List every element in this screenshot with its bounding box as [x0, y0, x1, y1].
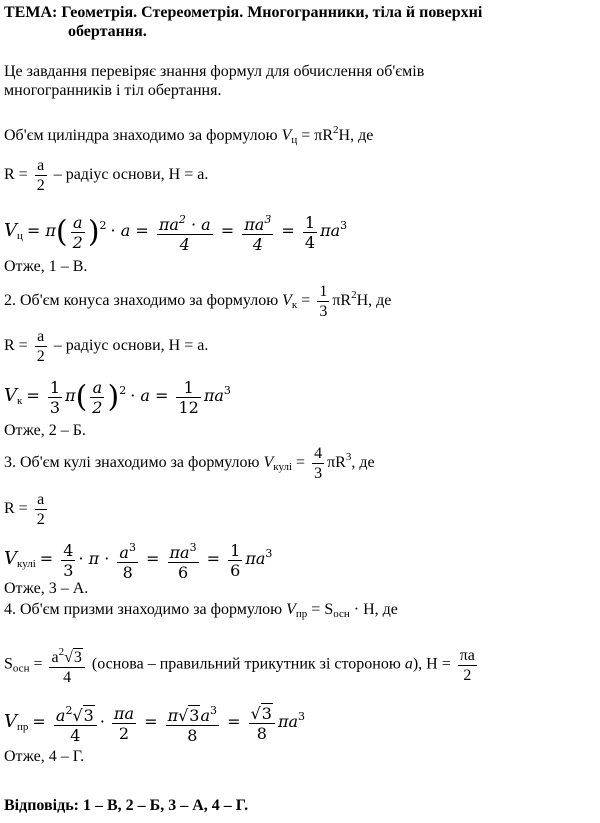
task3-answer: Отже, 3 – А. — [4, 580, 89, 597]
topic-text-line2: обертання. — [68, 23, 147, 40]
task3-radius-line: R = $\frac{a}{2}$ — [4, 491, 45, 528]
task1-answer: Отже, 1 – В. — [4, 258, 88, 275]
task2-radius-fraction: $\frac{a}{2}$ — [36, 328, 45, 365]
task3-calculation: $V_{кулі}$ = $\frac{4}{3}$ · π · $\frac{a^3}{8}$ = $\frac{\pi a^3}{6}$ = $\frac{1}{6}$ $\pi a^3$ — [4, 534, 272, 584]
final-answer: Відповідь: 1 – В, 2 – Б, 3 – А, 4 – Г. — [4, 797, 249, 814]
topic-heading — [4, 4, 482, 22]
task2-answer: Отже, 2 – Б. — [4, 422, 86, 439]
task4-formula-line: 4. Об'єм призми знаходимо за формулою $V_{пр} = S_{осн} \cdot H$, де — [4, 601, 398, 620]
topic-label: ТЕМА: — [4, 4, 58, 21]
task4-calculation: $V_{пр}$ = $\frac{a^2√3}{4}$ · $\frac{\pi a}{2}$ = $\frac{\pi√3a^3}{8}$ = $\frac{√3}{8}$ $\pi a^3$ — [4, 697, 305, 747]
task4-answer: Отже, 4 – Г. — [4, 748, 85, 765]
task4-height-fraction: $\frac{\pi a}{2}$ — [459, 646, 475, 684]
task3-formula-line: 3. Об'єм кулі знаходимо за формулою $V_{кулі}$ = $\frac{4}{3}$ $\pi R^3$, де — [4, 445, 375, 482]
task2-formula-line: 2. Об'єм конуса знаходимо за формулою $V_к$ = $\frac{1}{3}$ $\pi R^2H$, де — [4, 283, 392, 320]
intro-line2: многогранників і тіл обертання. — [4, 82, 222, 99]
task4-base-area-fraction: $\frac{a^2√3}{4}$ — [49, 643, 84, 687]
task3-radius-fraction: $\frac{a}{2}$ — [36, 491, 45, 528]
task1-intro: Об'єм циліндра знаходимо за формулою — [4, 127, 278, 144]
task1-formula-line: Об'єм циліндра знаходимо за формулою $V_ц = \pi R^2H$, де — [4, 124, 374, 146]
topic-text-line1: Геометрія. Стереометрія. Многогранники, тіла й поверхні — [61, 4, 483, 21]
intro-line1: Це завдання перевіряє знання формул для обчислення об'ємів — [4, 63, 425, 80]
task1-radius-fraction: $\frac{a}{2}$ — [36, 157, 45, 194]
task4-base-area-line: $S_{осн}$ = $\frac{a^2√3}{4}$ (основа – правильний трикутник зі стороною a), H = $\frac{\pi a}{2}$ — [4, 643, 480, 687]
task2-calculation: $V_к$ = $\frac{1}{3}$ π( $\frac{a}{2}$ )$^2$ · a = $\frac{1}{12}$ $\pi a^3$ — [4, 377, 231, 417]
task2-radius-line: R = $\frac{a}{2}$ – радіус основи, H = a. — [4, 328, 209, 365]
task1-calculation: $V_ц = \pi$( $\frac{a}{2}$ )$^2$ · a = $\frac{\pi a^2 \cdot a}{4}$ = $\frac{\pi a^3}{4}$ = $\frac{1}{4}$ $\pi a^3$ — [4, 206, 347, 256]
task1-radius-line: R = $\frac{a}{2}$ – радіус основи, H = a. — [4, 157, 209, 194]
